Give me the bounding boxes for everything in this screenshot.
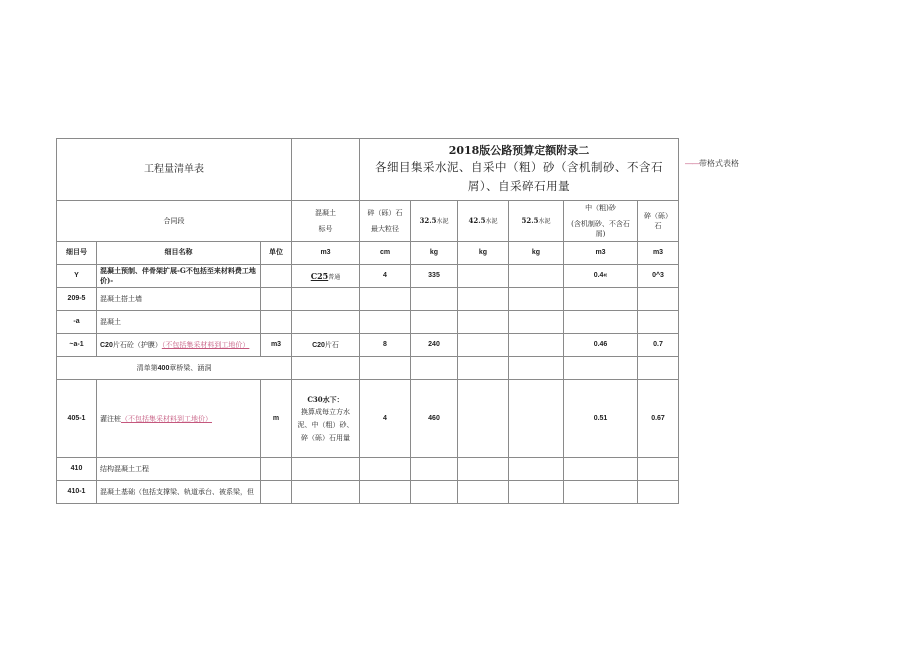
item-unit: m [261,380,292,458]
stone-size-value [360,311,411,334]
table-row [57,458,679,481]
c325-value [411,481,458,504]
item-no: ~a-1 [57,334,97,357]
concrete-grade [292,334,360,357]
item-unit: m3 [261,334,292,357]
table-row [57,265,679,288]
section-number: 400 [157,364,170,372]
item-no: -a [57,311,97,334]
cement-325-number: 32.5 [419,216,437,225]
concrete-grade [292,265,360,288]
c525-value [509,481,564,504]
item-no: 405-1 [57,380,97,458]
c325-value: 335 [411,265,458,288]
stone-size-header [360,201,411,242]
gravel-value [638,311,679,334]
item-name-text: 片石砼（护膜） [112,340,162,349]
cement-325-header [411,201,458,242]
item-no: Y [57,265,97,288]
contract-header [57,201,292,242]
section-text-b: 章桥梁、涵洞 [169,363,212,372]
sand-unit: m3 [564,242,638,265]
gravel-value: 0^3 [638,265,679,288]
grade-line-2: 换算成每立方水 [301,407,350,416]
concrete-grade-suffix: 普通 [328,273,341,281]
stone-size-value [360,458,411,481]
cement-325-text: 水泥 [436,218,449,225]
annotation-text: 带格式表格 [699,159,739,168]
table-row [57,311,679,334]
item-name: 混凝土基础（包括支撑梁、轨道承台、被系梁，但 [97,481,261,504]
item-unit [261,458,292,481]
ledger-title-cell [57,139,292,201]
c425-value [458,357,509,380]
c325-value [411,357,458,380]
item-unit [261,481,292,504]
item-name: 混凝土搭土墙 [97,288,261,311]
grade-line-3: 泥、中（粗）砂、 [297,420,354,429]
item-name-header: 细目名称 [97,242,261,265]
item-name [97,380,261,458]
concrete-grade-code: C25 [310,270,329,281]
gravel-value: 0.7 [638,334,679,357]
sand-value: 0.51 [564,380,638,458]
c425-value [458,380,509,458]
sand-value [564,288,638,311]
item-name-text: 灌注桩 [100,414,121,423]
sand-label-2: (含机制砂、不含石屑) [571,220,630,238]
item-name: 混凝土 [97,311,261,334]
concrete-grade-label-2: 标号 [318,225,333,233]
section-text-a: 清单第 [136,363,158,372]
gravel-value [638,458,679,481]
item-unit [261,288,292,311]
c425-value [458,334,509,357]
cement-525-header [509,201,564,242]
item-name-grade: C20 [100,341,113,349]
format-annotation [685,158,739,169]
c425-value [458,458,509,481]
gravel-header [638,201,679,242]
item-no: 410 [57,458,97,481]
item-name-note: （不包括集采材料到工地价） [161,340,250,349]
title-spacer-cell [292,139,360,201]
concrete-grade [292,380,360,458]
gravel-value: 0.67 [638,380,679,458]
table-row [57,288,679,311]
concrete-grade [292,288,360,311]
concrete-grade [292,357,360,380]
annotation-dashes: —— [685,159,699,168]
concrete-grade-suffix: 片石 [324,340,339,349]
grade-line-4: 碎（砾）石用量 [301,433,350,442]
section-row [57,357,679,380]
gravel-value [638,481,679,504]
item-name-note: （不包括集采材料到工地价） [121,414,212,423]
table-row [57,481,679,504]
c525-value [509,334,564,357]
sand-label-1: 中（粗)砂 [585,204,616,212]
sand-value: 0.46 [564,334,638,357]
cement-425-header [458,201,509,242]
stone-unit: cm [360,242,411,265]
appendix-title-cell [360,139,679,201]
sand-value [564,481,638,504]
c425-value [458,265,509,288]
cement-525-text: 水泥 [538,218,551,225]
gravel-value [638,357,679,380]
quantity-table [56,138,679,504]
c325-value [411,458,458,481]
appendix-subtitle-2: 屑）、自采碎石用量 [467,178,571,193]
c525-value [509,265,564,288]
gravel-unit: m3 [638,242,679,265]
c525-value [509,357,564,380]
item-name: 混凝土预制、伴骨架扩展-G不包括至来材料费工地价)- [97,265,261,288]
grade-line-1: C30水下： [307,394,344,404]
c325-unit: kg [411,242,458,265]
stone-size-value: 8 [360,334,411,357]
sand-value [564,311,638,334]
gravel-label: 碎（砾）石 [644,212,672,230]
c525-value [509,311,564,334]
concrete-grade-code: C20 [312,341,325,349]
c525-value [509,380,564,458]
units-row [57,242,679,265]
sand-value [564,357,638,380]
appendix-title: 2018版公路预算定额附录二 [448,143,590,157]
gravel-value [638,288,679,311]
cement-525-number: 52.5 [521,216,539,225]
contract-label: 合同段 [163,217,185,225]
stone-size-value [360,288,411,311]
concrete-grade [292,481,360,504]
cement-425-text: 水泥 [485,218,498,225]
c425-value [458,288,509,311]
stone-size-value [360,357,411,380]
section-title-cell [57,357,292,380]
column-header-row [57,201,679,242]
stone-size-label-1: 碎（砾）石 [367,209,403,217]
c425-value [458,311,509,334]
c325-value: 240 [411,334,458,357]
c525-value [509,458,564,481]
cement-425-number: 42.5 [468,216,486,225]
item-no-header: 细目号 [57,242,97,265]
unit-header: 单位 [261,242,292,265]
concrete-grade-header [292,201,360,242]
sand-value: 0.4« [564,265,638,288]
stone-size-value: 4 [360,265,411,288]
table-row [57,380,679,458]
c325-value [411,288,458,311]
sand-header [564,201,638,242]
concrete-grade [292,458,360,481]
ledger-title: 工程量清单表 [144,163,204,175]
concrete-grade-label-1: 混凝土 [315,209,336,217]
sand-value [564,458,638,481]
c325-value [411,311,458,334]
item-no: 209-5 [57,288,97,311]
c525-unit: kg [509,242,564,265]
title-row [57,139,679,201]
item-no: 410-1 [57,481,97,504]
item-unit [261,311,292,334]
table-row [57,334,679,357]
concrete-grade [292,311,360,334]
item-name: 结构混凝土工程 [97,458,261,481]
appendix-subtitle-1: 各细目集采水泥、自采中（粗）砂（含机制砂、不含石 [375,159,663,174]
item-unit [261,265,292,288]
c425-value [458,481,509,504]
quantity-sheet [56,138,679,504]
stone-size-value [360,481,411,504]
c425-unit: kg [458,242,509,265]
c525-value [509,288,564,311]
item-name [97,334,261,357]
stone-size-value: 4 [360,380,411,458]
c325-value: 460 [411,380,458,458]
concrete-unit: m3 [292,242,360,265]
stone-size-label-2: 最大粒径 [371,225,399,233]
